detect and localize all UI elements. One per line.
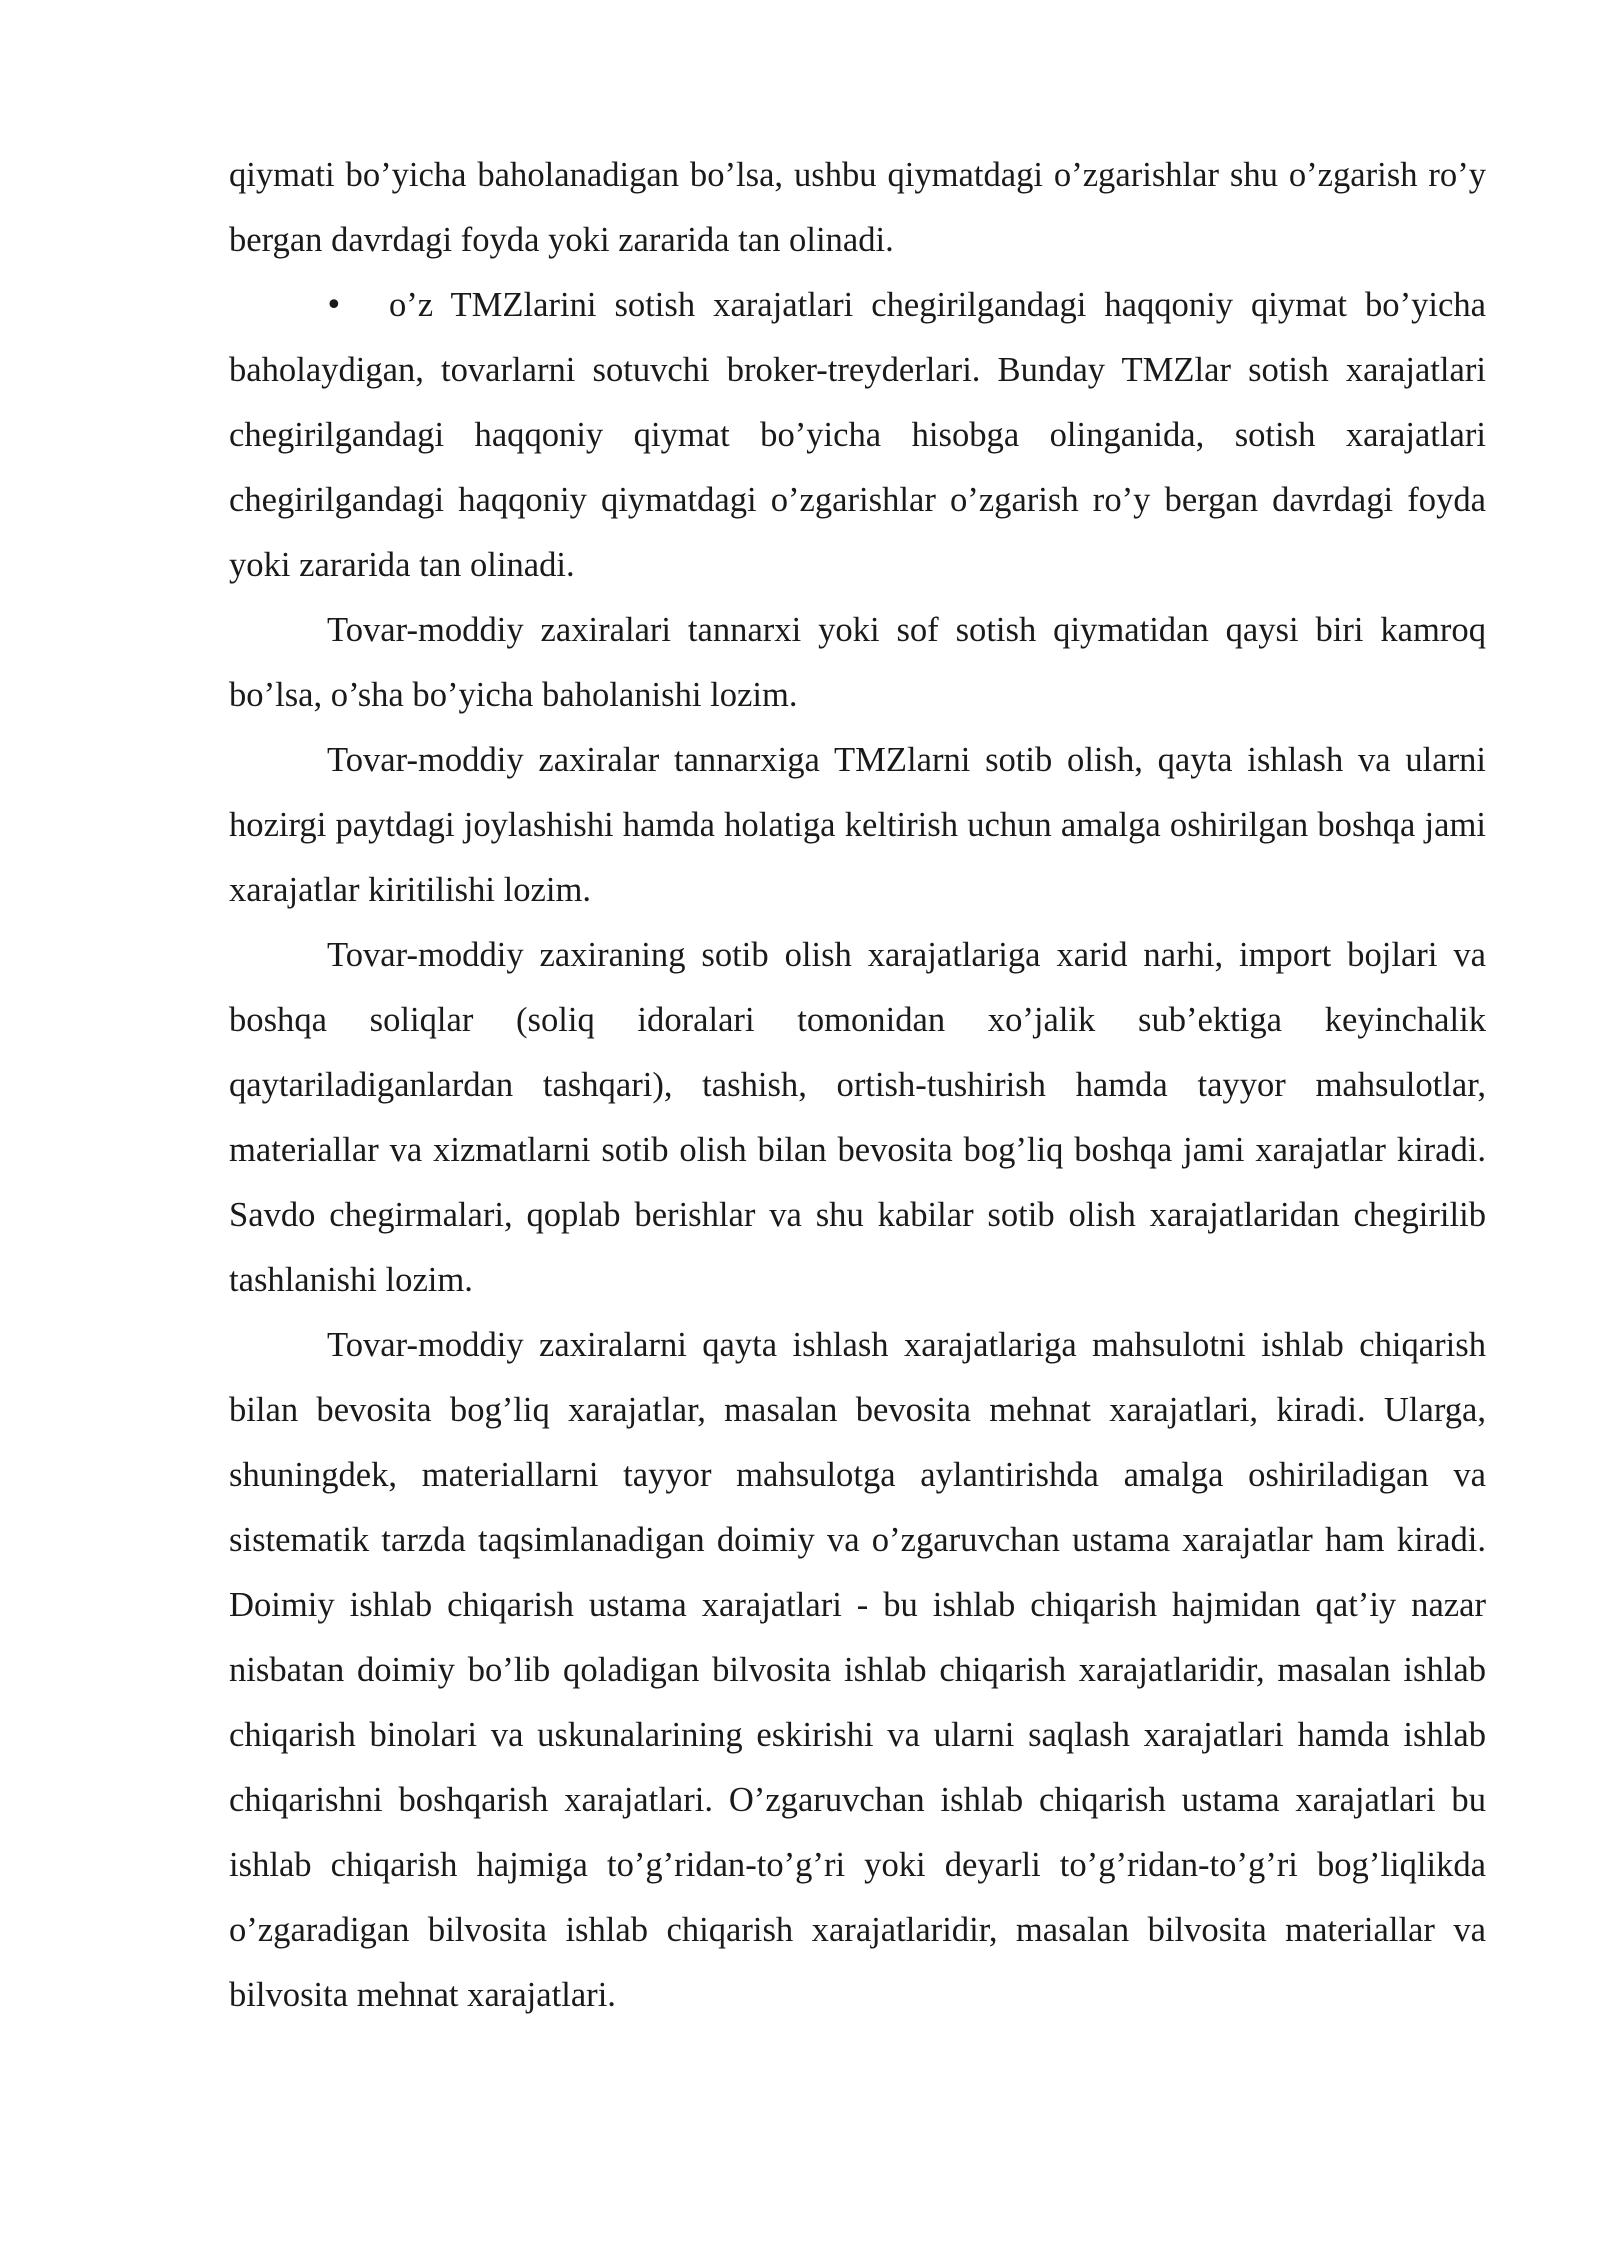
paragraph-continuation: qiymati bo’yicha baholanadigan bo’lsa, ushbu qiymatdagi o’zgarishlar shu o’zgarish ro’y bergan davrdagi foyda yoki zararida tan olinadi. <box>229 156 1486 259</box>
bullet-paragraph <box>229 273 1486 598</box>
bullet-paragraph-text: o’z TMZlarini sotish xarajatlari chegirilgandagi haqqoniy qiymat bo’yicha baholaydigan, tovarlarni sotuvchi broker-treyderlari. Bunday TMZlar sotish xarajatlari chegirilgandagi haqqoniy qiymat bo’yicha hisobga olinganida, sotish xarajatlari chegirilgandagi haqqoniy qiymatdagi o’zgarishlar o’zgarish ro’y bergan davrdagi foyda yoki zararida tan olinadi. <box>229 286 1486 584</box>
paragraph-valuation: Tovar-moddiy zaxiralari tannarxi yoki sof sotish qiymatidan qaysi biri kamroq bo’lsa, o’sha bo’yicha baholanishi lozim. <box>229 611 1486 714</box>
paragraph-purchase-costs: Tovar-moddiy zaxiraning sotib olish xarajatlariga xarid narhi, import bojlari va boshqa soliqlar (soliq idoralari tomonidan xo’jalik sub’ektiga keyinchalik qaytariladiganlardan tashqari), tashish, ortish-tushirish hamda tayyor mahsulotlar, materiallar va xizmatlarni sotib olish bilan bevosita bog’liq boshqa jami xarajatlar kiradi. Savdo chegirmalari, qoplab berishlar va shu kabilar sotib olish xarajatlaridan chegirilib tashlanishi lozim. <box>229 936 1486 1299</box>
paragraph-cost-composition: Tovar-moddiy zaxiralar tannarxiga TMZlarni sotib olish, qayta ishlash va ularni hozirgi paytdagi joylashishi hamda holatiga keltirish uchun amalga oshirilgan boshqa jami xarajatlar kiritilishi lozim. <box>229 741 1486 909</box>
document-page <box>229 143 1486 2028</box>
paragraph-conversion-costs: Tovar-moddiy zaxiralarni qayta ishlash xarajatlariga mahsulotni ishlab chiqarish bilan bevosita bog’liq xarajatlar, masalan bevosita mehnat xarajatlari, kiradi. Ularga, shuningdek, materiallarni tayyor mahsulotga aylantirishda amalga oshiriladigan va sistematik tarzda taqsimlanadigan doimiy va o’zgaruvchan ustama xarajatlar ham kiradi. Doimiy ishlab chiqarish ustama xarajatlari - bu ishlab chiqarish hajmidan qat’iy nazar nisbatan doimiy bo’lib qoladigan bilvosita ishlab chiqarish xarajatlaridir, masalan ishlab chiqarish binolari va uskunalarining eskirishi va ularni saqlash xarajatlari hamda ishlab chiqarishni boshqarish xarajatlari. O’zgaruvchan ishlab chiqarish ustama xarajatlari bu ishlab chiqarish hajmiga to’g’ridan-to’g’ri yoki deyarli to’g’ridan-to’g’ri bog’liqlikda o’zgaradigan bilvosita ishlab chiqarish xarajatlaridir, masalan bilvosita materiallar va bilvosita mehnat xarajatlari. <box>229 1326 1486 2014</box>
bullet-icon: • <box>325 288 343 323</box>
